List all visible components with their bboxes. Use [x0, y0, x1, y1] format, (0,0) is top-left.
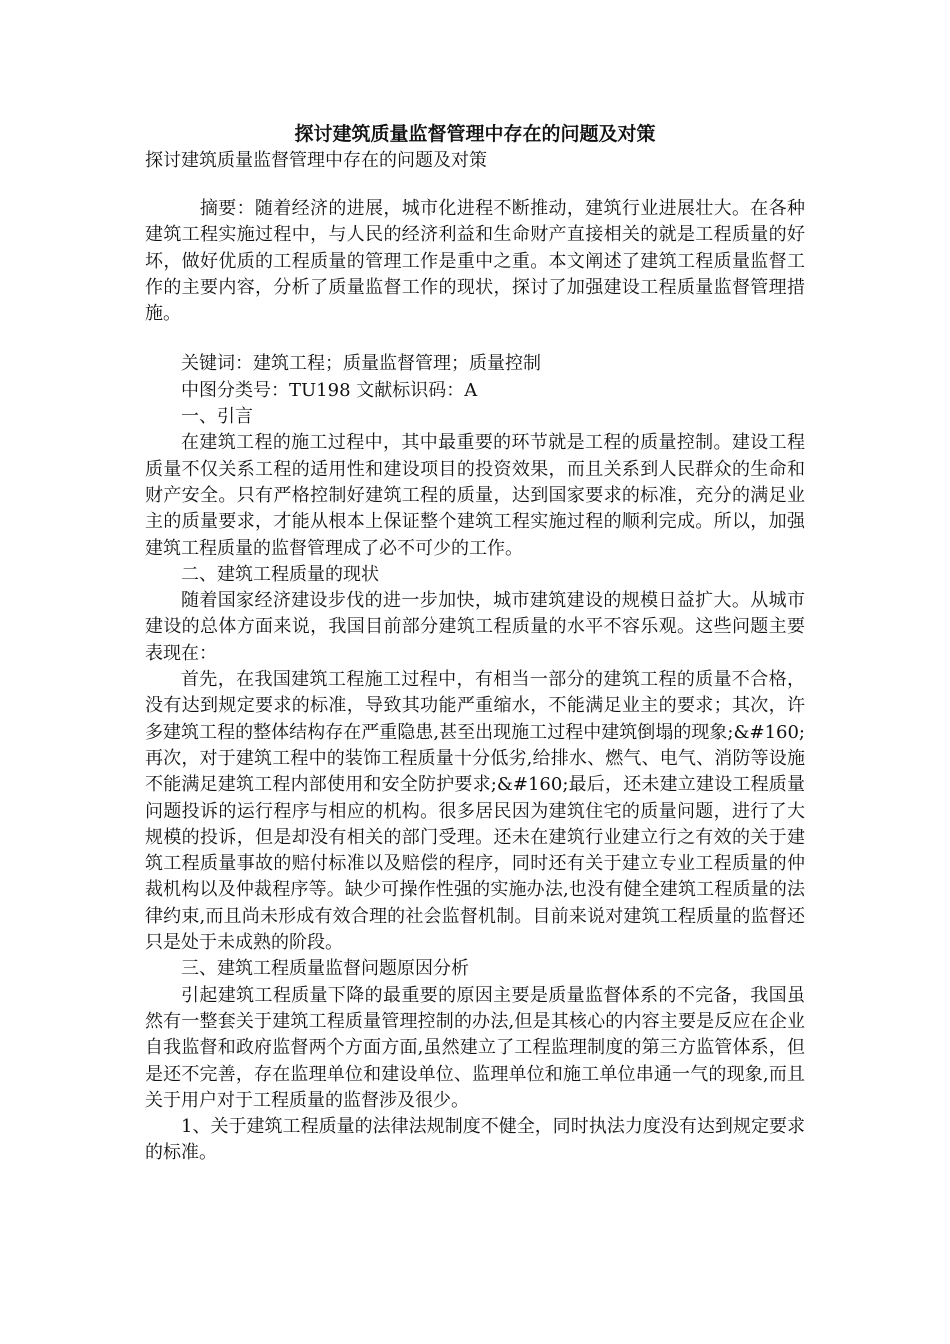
section-heading-status: 二、建筑工程质量的现状	[181, 563, 379, 585]
status-paragraph-1: 随着国家经济建设步伐的进一步加快，城市建筑建设的规模日益扩大。从城市建设的总体方面来说，我国目前部分建筑工程质量的水平不容乐观。这些问题主要表现在：	[145, 590, 805, 664]
status-paragraph-2: 首先，在我国建筑工程施工过程中，有相当一部分的建筑工程的质量不合格，没有达到规定要求的标准，导致其功能严重缩水，不能满足业主的要求；其次，许多建筑工程的整体结构存在严重隐患,甚至出现施工过程中建筑倒塌的现象;&#160;再次，对于建筑工程中的装饰工程质量十分低劣,给排水、燃气、电气、消防等设施不能满足建筑工程内部使用和安全防护要求;&#160;最后，还未建立建设工程质量问题投诉的运行程序与相应的机构。很多居民因为建筑住宅的质量问题，进行了大规模的投诉，但是却没有相关的部门受理。还未在建筑行业建立行之有效的关于建筑工程质量事故的赔付标准以及赔偿的程序，同时还有关于建立专业工程质量的仲裁机构以及仲裁程序等。缺少可操作性强的实施办法,也没有健全建筑工程质量的法律约束,而且尚未形成有效合理的社会监督机制。目前来说对建筑工程质量的监督还只是处于未成熟的阶段。	[145, 669, 805, 954]
abstract-paragraph: 摘要：随着经济的进展，城市化进程不断推动，建筑行业进展壮大。在各种建筑工程实施过程中，与人民的经济利益和生命财产直接相关的就是工程质量的好坏，做好优质的工程质量的管理工作是重中之重。本文阐述了建筑工程质量监督工作的主要内容，分析了质量监督工作的现状，探讨了加强建设工程质量监督管理措施。	[145, 198, 805, 325]
analysis-paragraph-1: 引起建筑工程质量下降的最重要的原因主要是质量监督体系的不完备，我国虽然有一整套关于建筑工程质量管理控制的办法,但是其核心的内容主要是反应在企业自我监督和政府监督两个方面方面,虽然建立了工程监理制度的第三方监管体系，但是还不完善，存在监理单位和建设单位、监理单位和施工单位串通一气的现象,而且关于用户对于工程质量的监督涉及很少。	[145, 984, 805, 1111]
document-page	[145, 120, 805, 1167]
keywords-line: 关键词：建筑工程；质量监督管理；质量控制	[181, 353, 541, 375]
analysis-paragraph-2: 1、关于建筑工程质量的法律法规制度不健全，同时执法力度没有达到规定要求的标准。	[145, 1116, 805, 1164]
document-subtitle: 探讨建筑质量监督管理中存在的问题及对策	[145, 150, 487, 171]
section-heading-intro: 一、引言	[181, 406, 253, 428]
intro-paragraph: 在建筑工程的施工过程中，其中最重要的环节就是工程的质量控制。建设工程质量不仅关系工程的适用性和建设项目的投资效果，而且关系到人民群众的生命和财产安全。只有严格控制好建筑工程的质量，达到国家要求的标准，充分的满足业主的质量要求，才能从根本上保证整个建筑工程实施过程的顺利完成。所以，加强建筑工程质量的监督管理成了必不可少的工作。	[145, 432, 805, 559]
classification-line: 中图分类号：TU198 文献标识码：A	[181, 379, 478, 401]
section-heading-analysis: 三、建筑工程质量监督问题原因分析	[181, 958, 469, 980]
document-title: 探讨建筑质量监督管理中存在的问题及对策	[294, 123, 656, 145]
